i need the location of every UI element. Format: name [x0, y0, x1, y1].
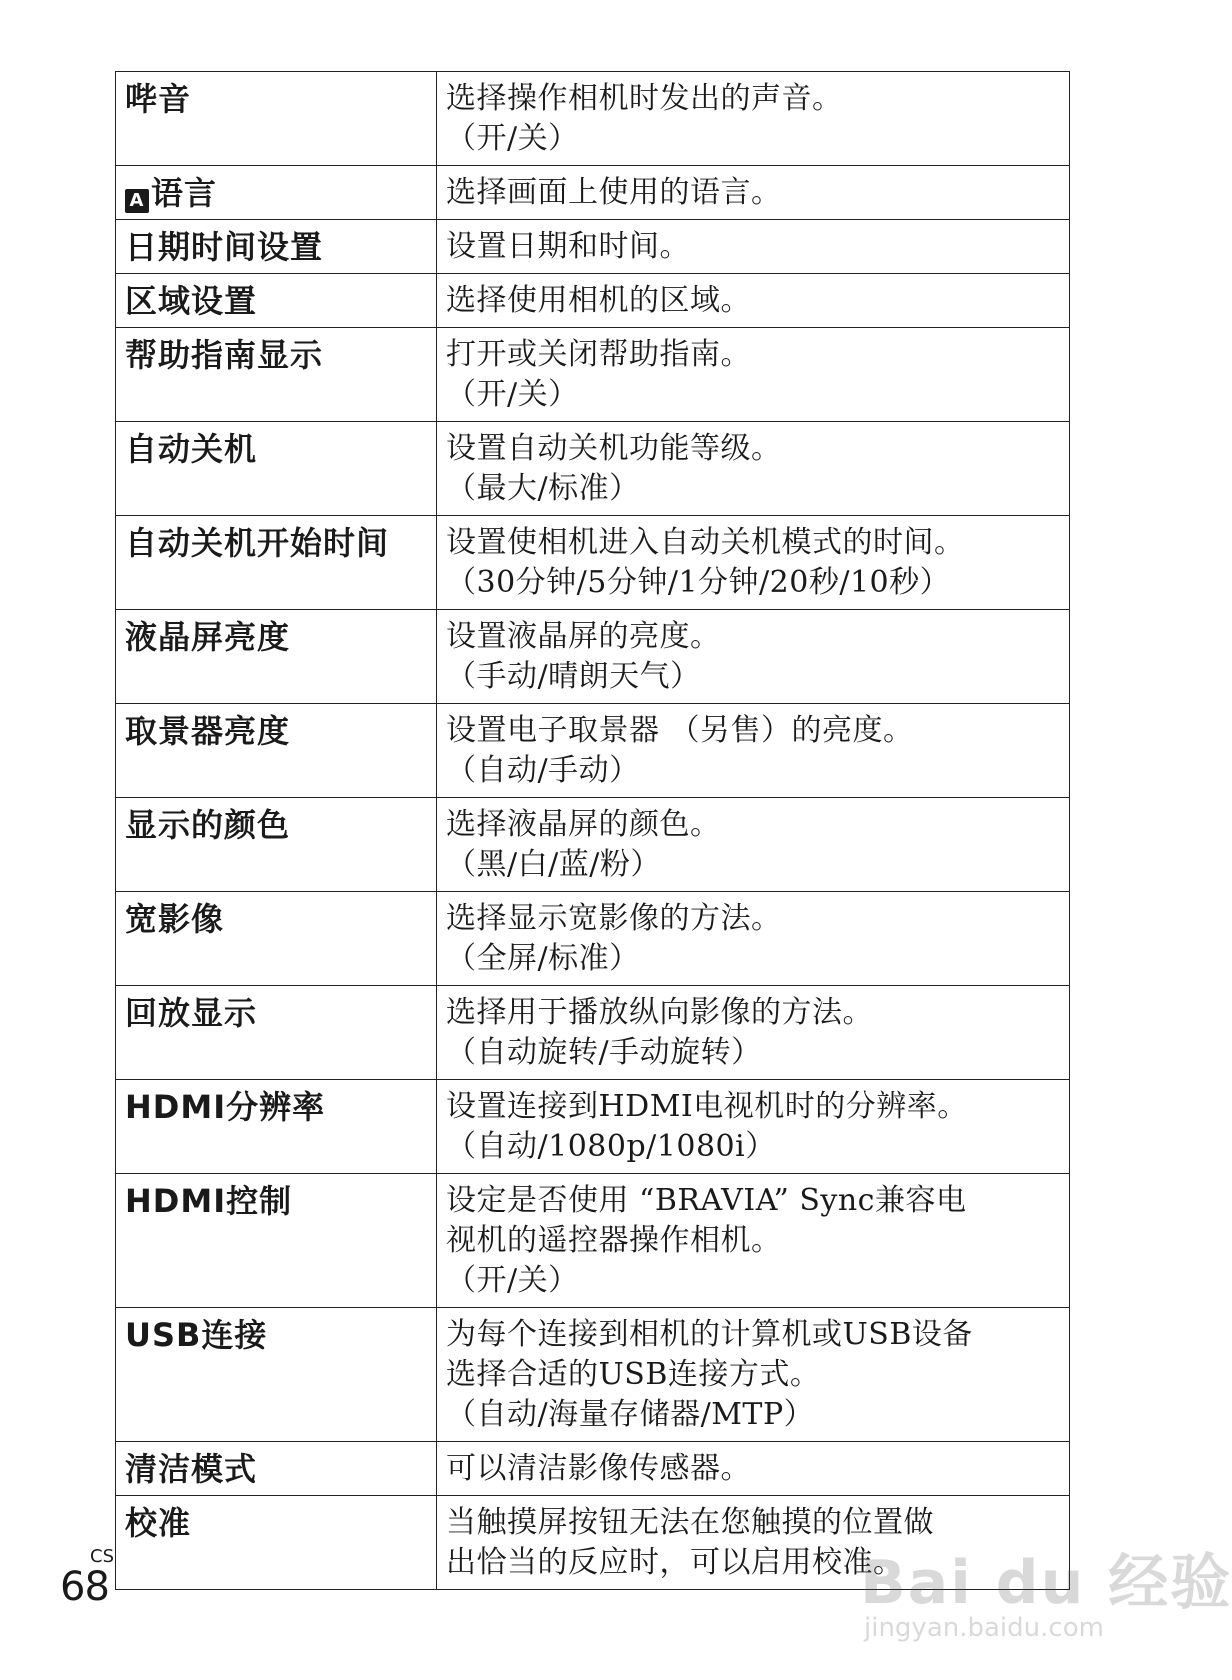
setting-name-cell: [116, 1308, 437, 1442]
setting-name: 语言: [151, 174, 218, 212]
setting-name: USB连接: [125, 1316, 268, 1354]
setting-description-cell: [437, 422, 1070, 516]
description-line: 选择显示宽影像的方法。: [446, 901, 782, 936]
description-line: 设置自动关机功能等级。: [446, 431, 782, 466]
setting-name: 哔音: [125, 80, 192, 118]
settings-table-body: [116, 72, 1070, 1590]
settings-table: [115, 71, 1070, 1590]
setting-name: 自动关机开始时间: [125, 524, 390, 562]
table-row: [116, 72, 1070, 166]
description-options: （自动/手动）: [446, 753, 640, 788]
description-options: （全屏/标准）: [446, 941, 640, 976]
description-options: （黑/白/蓝/粉）: [446, 847, 661, 882]
description-line: 为每个连接到相机的计算机或USB设备: [446, 1317, 973, 1352]
setting-description-cell: [437, 72, 1070, 166]
setting-name: 液晶屏亮度: [125, 618, 291, 656]
description-line: 打开或关闭帮助指南。: [446, 337, 751, 372]
setting-description-cell: [437, 798, 1070, 892]
setting-name-cell: [116, 610, 437, 704]
setting-name: 区域设置: [125, 282, 258, 320]
description-line: 选择操作相机时发出的声音。: [446, 81, 843, 116]
setting-description-cell: [437, 1174, 1070, 1308]
description-options: （最大/标准）: [446, 471, 640, 506]
description-line: 设置连接到HDMI电视机时的分辨率。: [446, 1089, 968, 1124]
setting-name-cell: [116, 986, 437, 1080]
watermark-url: jingyan.baidu.com: [864, 1613, 1104, 1643]
setting-name-cell: [116, 892, 437, 986]
table-row: [116, 328, 1070, 422]
description-line: 选择使用相机的区域。: [446, 283, 751, 318]
description-line: 选择画面上使用的语言。: [446, 175, 782, 210]
setting-name-cell: [116, 1174, 437, 1308]
setting-name-cell: [116, 328, 437, 422]
description-line: 选择合适的USB连接方式。: [446, 1357, 821, 1392]
description-line: 设置使相机进入自动关机模式的时间。: [446, 525, 965, 560]
table-row: [116, 610, 1070, 704]
setting-name-cell: [116, 220, 437, 274]
table-row: [116, 274, 1070, 328]
table-row: [116, 798, 1070, 892]
description-options: （开/关）: [446, 1263, 579, 1298]
setting-name: HDMI分辨率: [125, 1088, 326, 1126]
table-row: [116, 1080, 1070, 1174]
table-row: [116, 516, 1070, 610]
setting-description-cell: [437, 220, 1070, 274]
setting-name: 取景器亮度: [125, 712, 291, 750]
setting-name-cell: [116, 72, 437, 166]
setting-name: 宽影像: [125, 900, 225, 938]
setting-name-cell: [116, 274, 437, 328]
table-row: [116, 986, 1070, 1080]
table-row: [116, 892, 1070, 986]
table-row: [116, 1308, 1070, 1442]
setting-name-cell: [116, 166, 437, 220]
table-row: [116, 704, 1070, 798]
setting-description-cell: [437, 610, 1070, 704]
setting-name: 回放显示: [125, 994, 258, 1032]
description-options: （30分钟/5分钟/1分钟/20秒/10秒）: [446, 565, 951, 600]
description-options: （开/关）: [446, 121, 579, 156]
setting-description-cell: [437, 328, 1070, 422]
table-row: [116, 1174, 1070, 1308]
description-line: 视机的遥控器操作相机。: [446, 1223, 782, 1258]
setting-description-cell: [437, 1080, 1070, 1174]
description-line: 选择液晶屏的颜色。: [446, 807, 721, 842]
description-line: 选择用于播放纵向影像的方法。: [446, 995, 873, 1030]
description-line: 当触摸屏按钮无法在您触摸的位置做: [446, 1505, 934, 1540]
table-row: [116, 166, 1070, 220]
setting-name: HDMI控制: [125, 1182, 293, 1220]
setting-description-cell: [437, 1308, 1070, 1442]
setting-description-cell: [437, 516, 1070, 610]
page-language-code: CS: [90, 1546, 114, 1567]
table-row: [116, 422, 1070, 516]
setting-description-cell: [437, 274, 1070, 328]
setting-description-cell: [437, 166, 1070, 220]
description-options: （自动旋转/手动旋转）: [446, 1035, 762, 1070]
setting-name: 清洁模式: [125, 1450, 258, 1488]
page-number: 68: [60, 1564, 109, 1610]
setting-name: 校准: [125, 1504, 192, 1542]
setting-name-cell: [116, 798, 437, 892]
table-row: [116, 1496, 1070, 1590]
setting-name-cell: [116, 422, 437, 516]
description-line: 设置日期和时间。: [446, 229, 690, 264]
setting-name-cell: [116, 516, 437, 610]
description-line: 出恰当的反应时，可以启用校准。: [446, 1545, 904, 1580]
setting-description-cell: [437, 986, 1070, 1080]
language-icon: A: [125, 189, 149, 213]
description-options: （自动/1080p/1080i）: [446, 1129, 776, 1164]
description-options: （手动/晴朗天气）: [446, 659, 701, 694]
setting-name: 显示的颜色: [125, 806, 291, 844]
description-line: 设定是否使用 “BRAVIA” Sync兼容电: [446, 1183, 967, 1218]
description-line: 可以清洁影像传感器。: [446, 1451, 751, 1486]
setting-description-cell: [437, 892, 1070, 986]
setting-name-cell: [116, 704, 437, 798]
description-line: 设置液晶屏的亮度。: [446, 619, 721, 654]
setting-name-cell: [116, 1080, 437, 1174]
setting-description-cell: [437, 1496, 1070, 1590]
watermark-brand: Bai du 经验: [860, 1548, 1232, 1618]
description-options: （自动/海量存储器/MTP）: [446, 1397, 815, 1432]
setting-name: 帮助指南显示: [125, 336, 324, 374]
setting-name: 日期时间设置: [125, 228, 324, 266]
setting-name-cell: [116, 1442, 437, 1496]
table-row: [116, 220, 1070, 274]
setting-description-cell: [437, 704, 1070, 798]
setting-name: 自动关机: [125, 430, 258, 468]
description-line: 设置电子取景器 （另售）的亮度。: [446, 713, 914, 748]
setting-description-cell: [437, 1442, 1070, 1496]
setting-name-cell: [116, 1496, 437, 1590]
table-row: [116, 1442, 1070, 1496]
description-options: （开/关）: [446, 377, 579, 412]
